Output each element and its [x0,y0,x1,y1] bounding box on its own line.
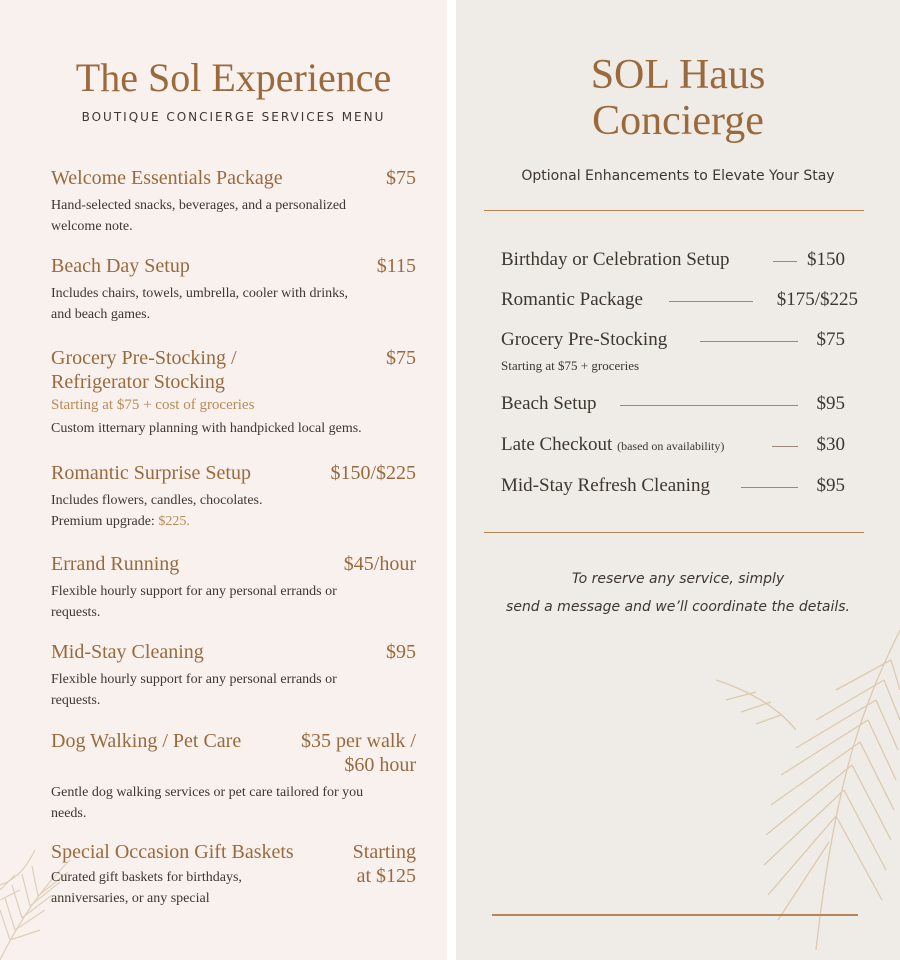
service-row [501,393,856,417]
reservation-note-line1: To reserve any service, simply [571,571,785,587]
service-price: $175/$225 [776,289,858,310]
leader-line [772,446,798,447]
item-description: Flexible hourly support for any personal errands or requests. [51,584,337,620]
service-row [501,249,856,273]
service-price: $95 [816,475,845,496]
service-name: Birthday or Celebration Setup [501,249,730,270]
item-note: Starting at $75 + cost of groceries [51,397,255,413]
menu-item [51,346,416,439]
right-menu-panel [456,0,900,960]
item-name: Welcome Essentials Package [51,167,283,189]
middle-divider [484,532,864,533]
item-description: Custom itternary planning with handpicked local gems. [51,421,362,436]
item-description-line2 [51,511,371,532]
item-price-line1: $35 per walk / [301,730,416,752]
item-price [353,840,416,888]
item-name: Beach Day Setup [51,255,190,277]
item-price: $75 [386,167,416,189]
item-price: $45/hour [343,553,416,575]
item-description: Curated gift baskets for birthdays, anniversaries, or any special [51,870,242,906]
leader-line [700,341,798,342]
top-divider [484,210,864,211]
reservation-note [456,565,900,621]
service-subnote: Starting at $75 + groceries [501,358,640,373]
leader-line [741,487,798,488]
service-name [501,434,724,456]
right-title-line2: Concierge [592,98,764,144]
service-name: Mid-Stay Refresh Cleaning [501,475,710,496]
item-description: Hand-selected snacks, beverages, and a personalized welcome note. [51,198,347,234]
item-name: Dog Walking / Pet Care [51,730,242,752]
menu-item [51,729,416,824]
menu-item [51,552,416,623]
left-title: The Sol Experience [75,55,392,100]
item-price-line2: $60 hour [344,754,416,776]
service-price: $30 [816,434,845,455]
palm-frond-decoration [686,620,900,960]
service-name: Romantic Package [501,289,643,310]
bottom-divider [492,914,858,916]
service-price: $95 [816,393,845,414]
service-qualifier: (based on availability) [617,439,725,453]
item-description: Gentle dog walking services or pet care tailored for you needs. [51,785,364,821]
desc-text: Premium upgrade: [51,514,159,529]
service-name: Beach Setup [501,393,597,414]
item-price: $75 [386,347,416,369]
left-menu-panel [0,0,447,960]
leader-line [773,261,797,262]
item-price: $95 [386,641,416,663]
service-price: $75 [816,329,845,350]
item-price: $150/$225 [330,462,416,484]
service-row [501,329,856,353]
desc-accent-price: $225. [158,514,190,529]
item-name: Romantic Surprise Setup [51,462,251,484]
left-subtitle: BOUTIQUE CONCIERGE SERVICES MENU [81,110,386,124]
item-price: $115 [376,255,416,277]
item-name-line1: Grocery Pre-Stocking / [51,347,237,369]
service-price: $150 [807,249,845,270]
service-row [501,434,856,458]
item-description-line1: Includes flowers, candles, chocolates. [51,493,263,508]
item-price [301,729,416,777]
menu-item [51,640,416,711]
menu-item [51,461,416,532]
item-name: Special Occasion Gift Baskets [51,841,294,863]
menu-item [51,166,416,237]
right-title-line1: SOL Haus [590,52,766,98]
right-tagline: Optional Enhancements to Elevate Your Stay [521,168,835,184]
service-name-text: Late Checkout [501,434,613,455]
item-name-line2: Refrigerator Stocking [51,371,225,393]
service-name: Grocery Pre-Stocking [501,329,668,350]
item-description [51,490,371,532]
item-name: Mid-Stay Cleaning [51,641,204,663]
reservation-note-line2: send a message and we’ll coordinate the details. [506,599,850,615]
item-price-line1: Starting [352,841,416,863]
item-price-line2: at $125 [356,865,416,887]
service-row [501,289,858,313]
item-description: Flexible hourly support for any personal errands or requests. [51,672,337,708]
leader-line [669,301,753,302]
service-row [501,475,856,499]
menu-item [51,840,416,909]
right-title [456,52,900,144]
item-name: Errand Running [51,553,180,575]
menu-item [51,254,416,325]
item-description: Includes chairs, towels, umbrella, cooler with drinks, and beach games. [51,286,349,322]
leader-line [620,405,798,406]
panel-divider [447,0,456,960]
